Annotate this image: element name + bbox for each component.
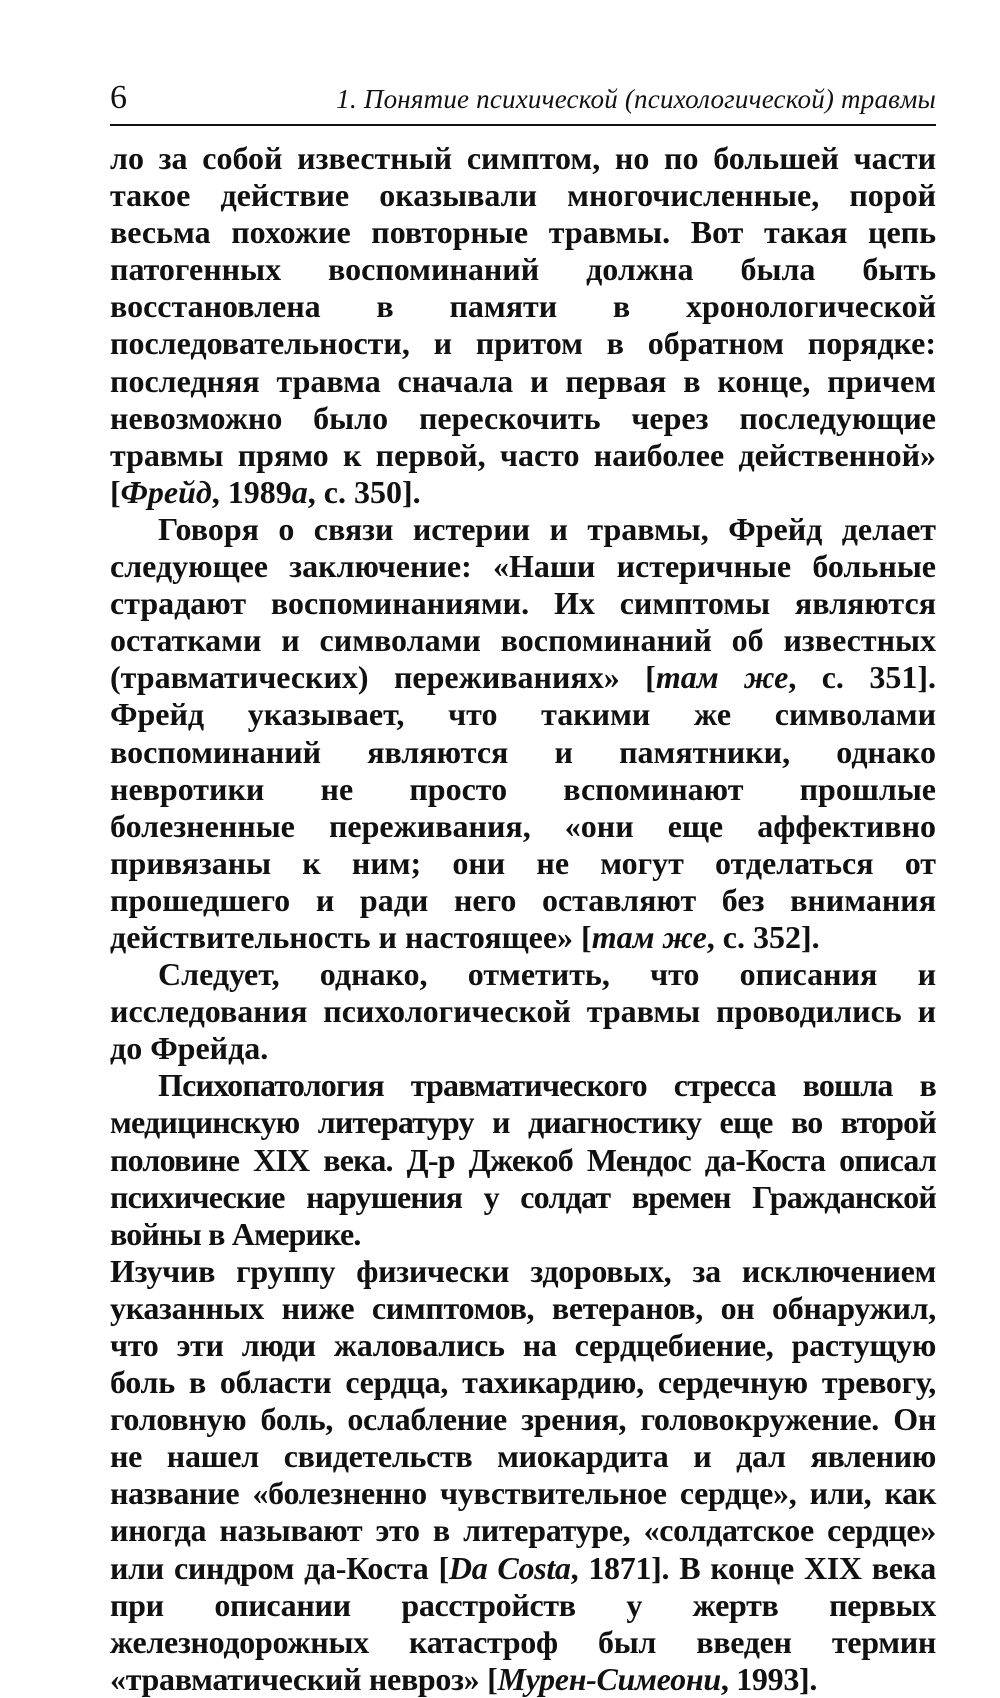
citation-author: Da Costa xyxy=(448,1549,571,1586)
citation-author: Мурен-Симеони xyxy=(497,1660,721,1697)
text-run: Психопатология травматического стресса вошла в медицинскую литературу и диагностику еще во второй половине XIX века. Д-р Джекоб Мендос да-Коста описал психические нарушения у солдат времен Гражданской войны в Америке. xyxy=(110,1067,936,1252)
text-run: , 1871]. В конце XIX века при описании расстройств у жертв первых железнодорожных катастроф был введен термин «травматический невроз» [ xyxy=(110,1549,936,1697)
paragraph-continued xyxy=(110,1253,936,1698)
paragraph xyxy=(110,1067,936,1252)
page-number: 6 xyxy=(110,79,127,116)
citation-author: Фрейд xyxy=(120,473,212,510)
text-run: Говоря о связи истерии и травмы, Фрейд делает следующее заключение: «Наши истеричные больные страдают воспоминаниями. Их симптомы являются остатками и символами воспоминаний об известных (травматических) переживаниях» [ xyxy=(110,510,936,696)
running-header xyxy=(110,78,936,126)
paragraph-continuation xyxy=(110,140,936,511)
text-run: , 1993]. xyxy=(720,1660,818,1697)
citation-ibid: там же xyxy=(655,659,789,696)
text-run: , с. 350]. xyxy=(307,473,421,510)
text-run: , с. 352]. xyxy=(706,918,820,955)
chapter-title: 1. Понятие психической (психологической) травмы xyxy=(336,84,936,114)
book-page xyxy=(110,78,936,1698)
text-run: , с. 351]. Фрейд указывает, что такими же символами воспоминаний являются и памятники, однако невротики не просто вспоминают прошлые болезненные переживания, «они еще аффективно привязаны к ним; они не могут отделаться от прошедшего и ради него оставляют без внимания действительность и настоящее» [ xyxy=(110,659,937,955)
citation-suffix: а xyxy=(291,473,308,510)
text-run: ло за собой известный симптом, но по большей части такое действие оказывали многочисленные, порой весьма похожие повторные травмы. Вот такая цепь патогенных воспоминаний должна была быть восстановлена в памяти в хронологической последовательности, и притом в обратном порядке: последняя травма сначала и первая в конце, причем невозможно было перескочить через последующие травмы прямо к первой, часто наиболее действенной» [ xyxy=(110,140,936,510)
text-run: , 1989 xyxy=(211,473,292,510)
paragraph xyxy=(110,956,936,1067)
text-run: Следует, однако, отметить, что описания и исследования психологической травмы проводились и до Фрейда. xyxy=(110,956,936,1067)
body-text xyxy=(110,140,936,1698)
text-run: Изучив группу физически здоровых, за исключением указанных ниже симптомов, ветеранов, он обнаружил, что эти люди жаловались на сердцебиение, растущую боль в области сердца, тахикардию, сердечную тревогу, головную боль, ослабление зрения, головокружение. Он не нашел свидетельств миокардита и дал явлению название «болезненно чувствительное сердце», или, как иногда называют это в литературе, «солдатское сердце» или синдром да-Коста [ xyxy=(110,1252,936,1586)
paragraph xyxy=(110,511,936,956)
citation-ibid: там же xyxy=(591,918,707,955)
